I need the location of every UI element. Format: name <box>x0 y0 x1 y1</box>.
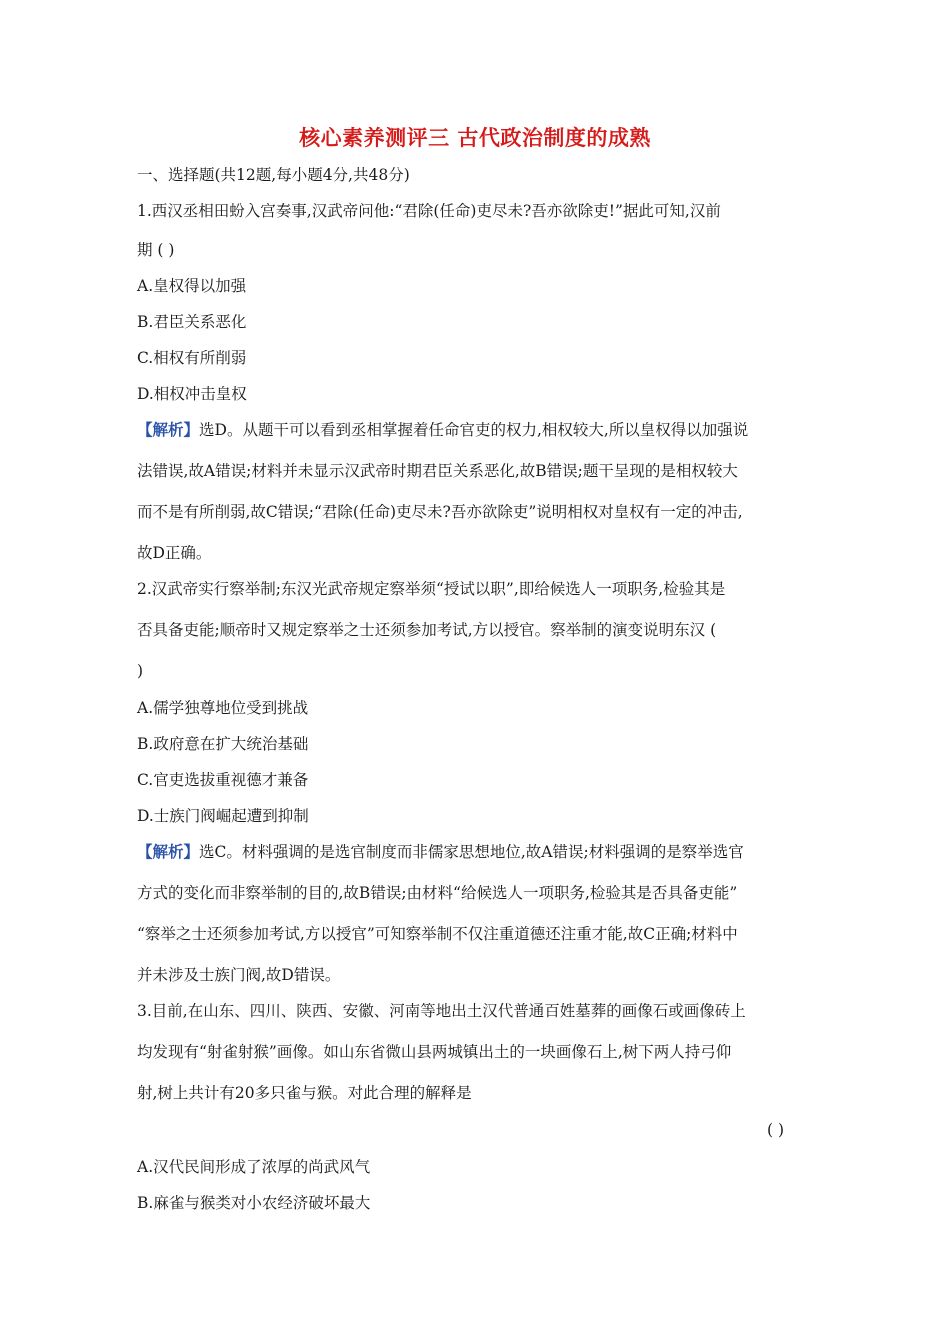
q3-option-b: B.麻雀与猴类对小农经济破坏最大 <box>137 1194 371 1212</box>
q2-stem-line-1: 2.汉武帝实行察举制;东汉光武帝规定察举须“授试以职”,即给候选人一项职务,检验其是 <box>137 580 726 598</box>
q2-analysis-line-4: 并未涉及士族门阀,故D错误。 <box>137 966 341 984</box>
q2-analysis-line-2: 方式的变化而非察举制的目的,故B错误;由材料“给候选人一项职务,检验其是否具备吏能” <box>137 884 738 902</box>
q2-option-d: D.士族门阀崛起遭到抑制 <box>137 807 309 825</box>
q1-option-d: D.相权冲击皇权 <box>137 385 247 403</box>
q1-analysis-text-1: 选D。从题干可以看到丞相掌握着任命官吏的权力,相权较大,所以皇权得以加强说 <box>199 421 749 439</box>
q3-stem-line-2: 均发现有“射雀射猴”画像。如山东省微山县两城镇出土的一块画像石上,树下两人持弓仰 <box>137 1043 732 1061</box>
q2-option-c: C.官吏选拔重视德才兼备 <box>137 771 309 789</box>
q3-option-a: A.汉代民间形成了浓厚的尚武风气 <box>137 1158 371 1176</box>
q1-analysis-line-4: 故D正确。 <box>137 544 212 562</box>
q3-answer-paren: ( ) <box>767 1121 785 1139</box>
q1-option-c: C.相权有所削弱 <box>137 349 247 367</box>
q2-analysis-line-3: “察举之士还须参加考试,方以授官”可知察举制不仅注重道德还注重才能,故C正确;材料中 <box>137 925 738 943</box>
section-heading: 一、选择题(共12题,每小题4分,共48分) <box>137 166 410 184</box>
page-title: 核心素养测评三 古代政治制度的成熟 <box>299 126 651 150</box>
analysis-tag: 【解析】 <box>137 421 200 439</box>
q3-stem-line-1: 3.目前,在山东、四川、陕西、安徽、河南等地出土汉代普通百姓墓葬的画像石或画像砖上 <box>137 1002 746 1020</box>
q2-stem-line-3: ) <box>137 662 144 680</box>
q2-analysis-text-1: 选C。材料强调的是选官制度而非儒家思想地位,故A错误;材料强调的是察举选官 <box>199 843 744 861</box>
q2-option-b: B.政府意在扩大统治基础 <box>137 735 309 753</box>
analysis-tag: 【解析】 <box>137 843 200 861</box>
q1-option-b: B.君臣关系恶化 <box>137 313 247 331</box>
q2-option-a: A.儒学独尊地位受到挑战 <box>137 699 309 717</box>
q1-stem-line-1: 1.西汉丞相田蚡入宫奏事,汉武帝问他:“君除(任命)吏尽未?吾亦欲除吏!”据此可知,汉前 <box>137 202 721 220</box>
q1-analysis-line-1 <box>137 420 748 440</box>
q3-stem-line-3: 射,树上共计有20多只雀与猴。对此合理的解释是 <box>137 1084 472 1102</box>
q1-analysis-line-3: 而不是有所削弱,故C错误;“君除(任命)吏尽未?吾亦欲除吏”说明相权对皇权有一定的冲击, <box>137 503 743 521</box>
q2-analysis-line-1 <box>137 842 744 862</box>
q1-stem-line-2: 期 ( ) <box>137 241 175 259</box>
q2-stem-line-2: 否具备吏能;顺帝时又规定察举之士还须参加考试,方以授官。察举制的演变说明东汉 ( <box>137 621 717 639</box>
q1-option-a: A.皇权得以加强 <box>137 277 247 295</box>
q1-analysis-line-2: 法错误,故A错误;材料并未显示汉武帝时期君臣关系恶化,故B错误;题干呈现的是相权较大 <box>137 462 738 480</box>
